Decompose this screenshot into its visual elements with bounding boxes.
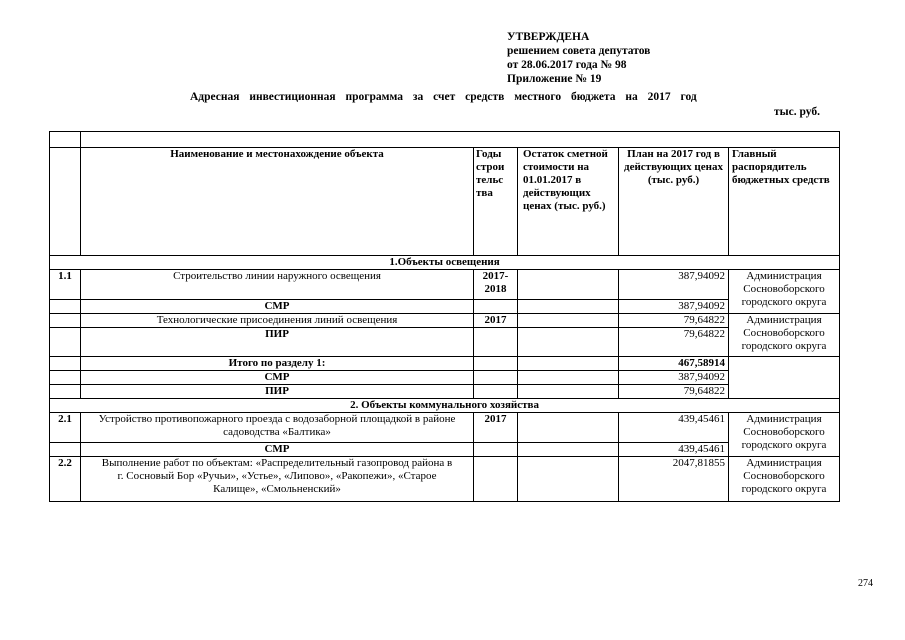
row-name: ПИР [81,385,474,399]
row-number: 2.2 [50,457,81,502]
row-years: 2017 [474,413,518,443]
approval-title: УТВЕРЖДЕНА [507,31,590,43]
row-plan: 387,94092 [619,371,729,385]
approval-date: от 28.06.2017 года № 98 [507,59,627,71]
row-number: 1.1 [50,270,81,300]
table-row [50,443,840,457]
row-plan: 387,94092 [619,270,729,300]
section-title-2: 2. Объекты коммунального хозяйства [50,399,840,413]
table-row [50,457,840,502]
row-plan: 79,64822 [619,314,729,328]
units-label: тыс. руб. [774,106,820,118]
row-name: СМР [81,371,474,385]
table-row [50,328,840,357]
section-row [50,399,840,413]
total-plan: 467,58914 [619,357,729,371]
row-name: Устройство противопожарного проезда с водозаборной площадкой в районе садоводства «Балтика» [81,413,474,443]
row-name: Технологические присоединения линий освещения [81,314,474,328]
approval-appendix: Приложение № 19 [507,73,602,85]
row-plan: 2047,81855 [619,457,729,502]
row-years: 2017-2018 [474,270,518,300]
header-balance: Остаток сметной стоимости на 01.01.2017 в действующих ценах (тыс. руб.) [518,148,619,256]
page-number: 274 [858,578,873,589]
table-empty-row [50,132,840,148]
approval-decision: решением совета депутатов [507,45,651,57]
document-title: Адресная инвестиционная программа за счет средств местного бюджета на 2017 год [190,91,697,103]
row-name: Выполнение работ по объектам: «Распределительный газопровод района в г. Сосновый Бор «Ручьи», «Устье», «Липово», «Ракопежи», «Старое Калище», «Смольненский» [81,457,474,502]
section-title-1: 1.Объекты освещения [50,256,840,270]
header-name: Наименование и местонахождение объекта [81,148,474,256]
row-manager: Администрация Сосновоборского городского округа [729,413,840,457]
row-name: ПИР [81,328,474,357]
row-number: 2.1 [50,413,81,443]
table-row [50,371,840,385]
row-name: СМР [81,443,474,457]
row-manager: Администрация Сосновоборского городского округа [729,457,840,502]
table-row [50,300,840,314]
header-manager: Главный распорядитель бюджетных средств [729,148,840,256]
table-row [50,314,840,328]
row-manager: Администрация Сосновоборского городского округа [729,314,840,357]
row-plan: 79,64822 [619,328,729,357]
row-plan: 439,45461 [619,413,729,443]
row-name: Строительство линии наружного освещения [81,270,474,300]
table-row [50,270,840,300]
table-row [50,385,840,399]
row-plan: 387,94092 [619,300,729,314]
row-manager: Администрация Сосновоборского городского округа [729,270,840,314]
header-plan: План на 2017 год в действующих ценах (тыс. руб.) [619,148,729,256]
investment-table [49,131,840,502]
table-header-row [50,148,840,256]
row-plan: 439,45461 [619,443,729,457]
table-row [50,413,840,443]
row-name: СМР [81,300,474,314]
section-row [50,256,840,270]
total-row [50,357,840,371]
total-label: Итого по разделу 1: [81,357,474,371]
row-plan: 79,64822 [619,385,729,399]
header-years: Годы строи тельс тва [474,148,518,256]
row-years: 2017 [474,314,518,328]
